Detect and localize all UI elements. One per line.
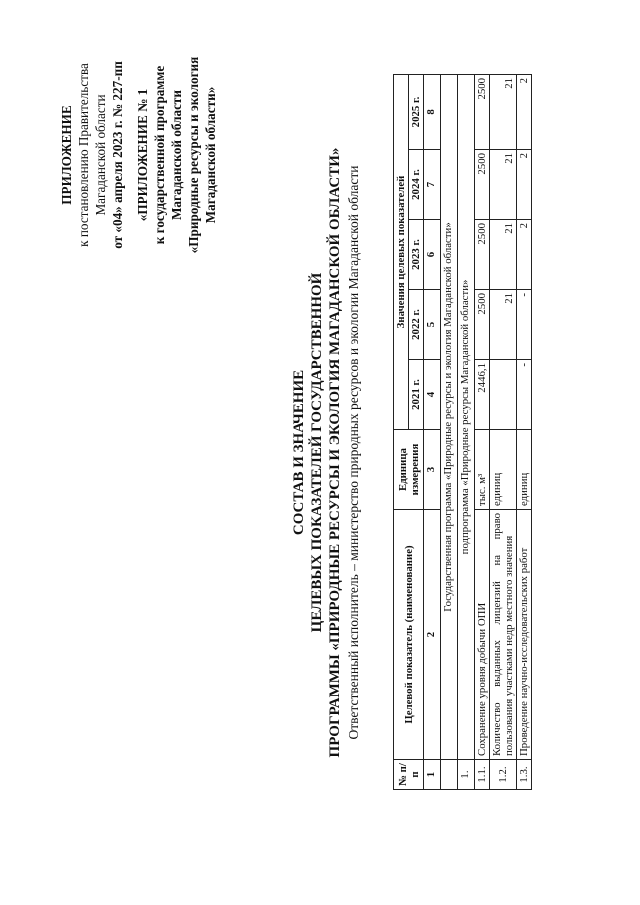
row-num: 1.2. bbox=[490, 760, 517, 790]
subprogram-name: подпрограмма «Природные ресурсы Магаданской области» bbox=[458, 74, 475, 759]
appendix-1-line-1: к государственной программе bbox=[152, 65, 167, 245]
table-row bbox=[490, 74, 517, 789]
col-number: 7 bbox=[424, 150, 441, 220]
header-year-2022: 2022 г. bbox=[409, 290, 424, 360]
header-num: № п/п bbox=[394, 760, 424, 790]
row-unit: единиц bbox=[490, 430, 517, 510]
row-value-2023: 2500 bbox=[475, 220, 490, 290]
decree-date: от «04» апреля 2023 г. № 227-пп bbox=[110, 61, 125, 249]
row-unit: единиц bbox=[517, 430, 532, 510]
col-number: 8 bbox=[424, 74, 441, 149]
row-value-2021 bbox=[490, 360, 517, 430]
header-unit: Единица измерения bbox=[394, 430, 424, 510]
appendix-line-2: Магаданской области bbox=[93, 94, 108, 216]
title-line-3: ПРОГРАММЫ «ПРИРОДНЫЕ РЕСУРСЫ И ЭКОЛОГИЯ МАГАДАНСКОЙ ОБЛАСТИ» bbox=[327, 147, 343, 758]
col-number: 6 bbox=[424, 220, 441, 290]
row-num: 1.1. bbox=[475, 760, 490, 790]
row-value-2024: 21 bbox=[490, 150, 517, 220]
title-line-2: ЦЕЛЕВЫХ ПОКАЗАТЕЛЕЙ ГОСУДАРСТВЕННОЙ bbox=[309, 272, 325, 633]
row-num: 1.3. bbox=[517, 760, 532, 790]
row-indicator: Сохранение уровня добычи ОПИ bbox=[475, 510, 490, 760]
appendix-1-line-3: «Природные ресурсы и экология bbox=[186, 56, 201, 254]
row-value-2025: 2500 bbox=[475, 74, 490, 149]
row-value-2024: 2 bbox=[517, 150, 532, 220]
program-name: Государственная программа «Природные ресурсы и экология Магаданской области» bbox=[441, 74, 458, 759]
row-value-2024: 2500 bbox=[475, 150, 490, 220]
header-year-2024: 2024 г. bbox=[409, 150, 424, 220]
row-value-2022: 21 bbox=[490, 290, 517, 360]
row-value-2023: 2 bbox=[517, 220, 532, 290]
subprogram-row bbox=[458, 74, 475, 789]
appendix-1-line-4: Магаданской области» bbox=[203, 86, 218, 224]
row-indicator: Проведение научно-исследовательских работ bbox=[517, 510, 532, 760]
row-value-2025: 21 bbox=[490, 74, 517, 149]
table-row bbox=[475, 74, 490, 789]
col-number: 5 bbox=[424, 290, 441, 360]
row-value-2021: 2446,1 bbox=[475, 360, 490, 430]
header-year-2021: 2021 г. bbox=[409, 360, 424, 430]
row-unit: тыс. м³ bbox=[475, 430, 490, 510]
appendix-heading: ПРИЛОЖЕНИЕ bbox=[59, 105, 74, 205]
title-line-1: СОСТАВ И ЗНАЧЕНИЕ bbox=[291, 369, 307, 536]
col-number: 1 bbox=[424, 760, 441, 790]
appendix-1-line-2: Магаданской области bbox=[169, 89, 184, 221]
header-year-2025: 2025 г. bbox=[409, 74, 424, 149]
header-year-2023: 2023 г. bbox=[409, 220, 424, 290]
row-indicator: Количество выданных лицензий на право пользования участками недр местного значения bbox=[490, 510, 517, 760]
col-number: 3 bbox=[424, 430, 441, 510]
appendix-1-heading: «ПРИЛОЖЕНИЕ № 1 bbox=[135, 88, 150, 222]
table-row bbox=[517, 74, 532, 789]
header-indicator: Целевой показатель (наименование) bbox=[394, 510, 424, 760]
approval-header bbox=[58, 30, 219, 280]
program-row bbox=[441, 74, 458, 789]
header-values: Значения целевых показателей bbox=[394, 74, 409, 429]
row-value-2023: 21 bbox=[490, 220, 517, 290]
row-value-2025: 2 bbox=[517, 74, 532, 149]
appendix-line-1: к постановлению Правительства bbox=[76, 63, 91, 247]
document-title bbox=[290, 0, 344, 905]
col-number: 4 bbox=[424, 360, 441, 430]
col-number: 2 bbox=[424, 510, 441, 760]
row-value-2021: - bbox=[517, 360, 532, 430]
row-value-2022: 2500 bbox=[475, 290, 490, 360]
column-number-row bbox=[424, 74, 441, 789]
subprogram-num: 1. bbox=[458, 760, 475, 790]
row-value-2022: - bbox=[517, 290, 532, 360]
indicators-table bbox=[393, 74, 532, 790]
responsible-executor: Ответственный исполнитель – министерство природных ресурсов и экологии Магаданской области bbox=[346, 165, 361, 740]
